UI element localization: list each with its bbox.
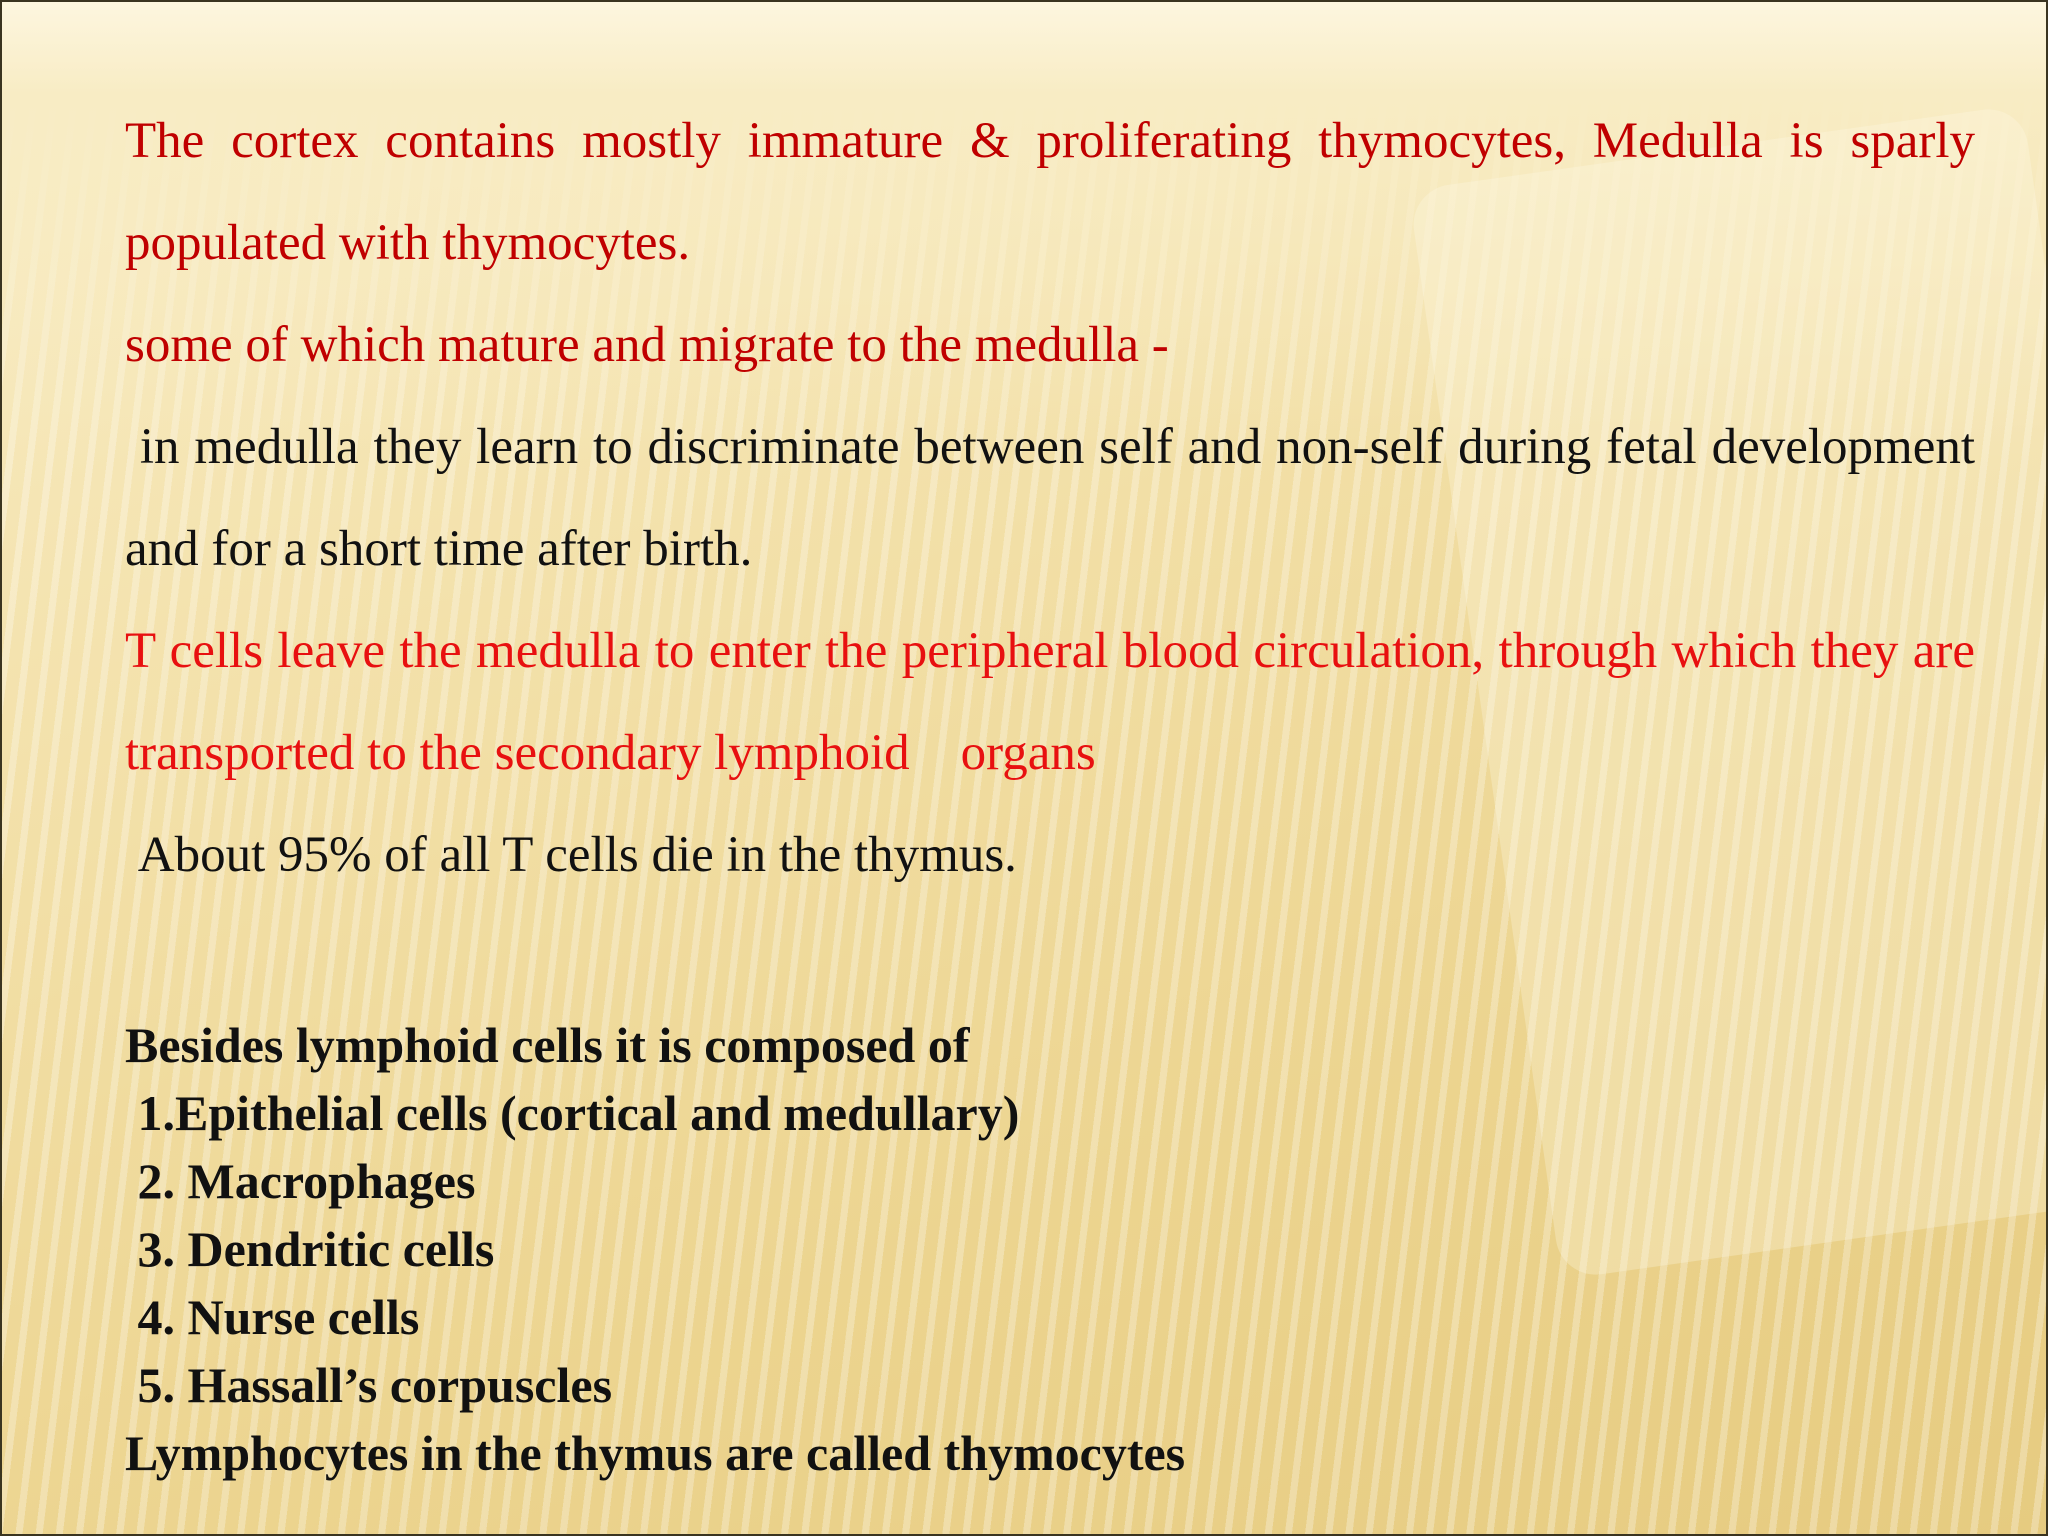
spacer (125, 906, 1975, 1011)
composition-footer: Lymphocytes in the thymus are called thymocytes (125, 1425, 1186, 1481)
composition-item: 4. Nurse cells (125, 1289, 420, 1345)
paragraph-migration: some of which mature and migrate to the medulla - (125, 317, 1169, 373)
paragraph-t-cells-leave: T cells leave the medulla to enter the peripheral blood circulation, through which they are transported to the secondary lymphoid organs (125, 623, 1988, 781)
composition-item: 3. Dendritic cells (125, 1221, 495, 1277)
composition-item: 1.Epithelial cells (cortical and medullary) (125, 1085, 1020, 1141)
composition-item: 2. Macrophages (125, 1153, 476, 1209)
paragraph-cortex-medulla: The cortex contains mostly immature & proliferating thymocytes, Medulla is sparly populated with thymocytes. (125, 113, 1975, 271)
paragraph-self-nonself: in medulla they learn to discriminate between self and non-self during fetal development and for a short time after birth. (125, 419, 1988, 577)
paragraph-t-cells-die: About 95% of all T cells die in the thymus. (125, 827, 1017, 883)
slide-content (125, 90, 1988, 1487)
composition-item: 5. Hassall’s corpuscles (125, 1357, 613, 1413)
composition-heading: Besides lymphoid cells it is composed of (125, 1017, 970, 1073)
